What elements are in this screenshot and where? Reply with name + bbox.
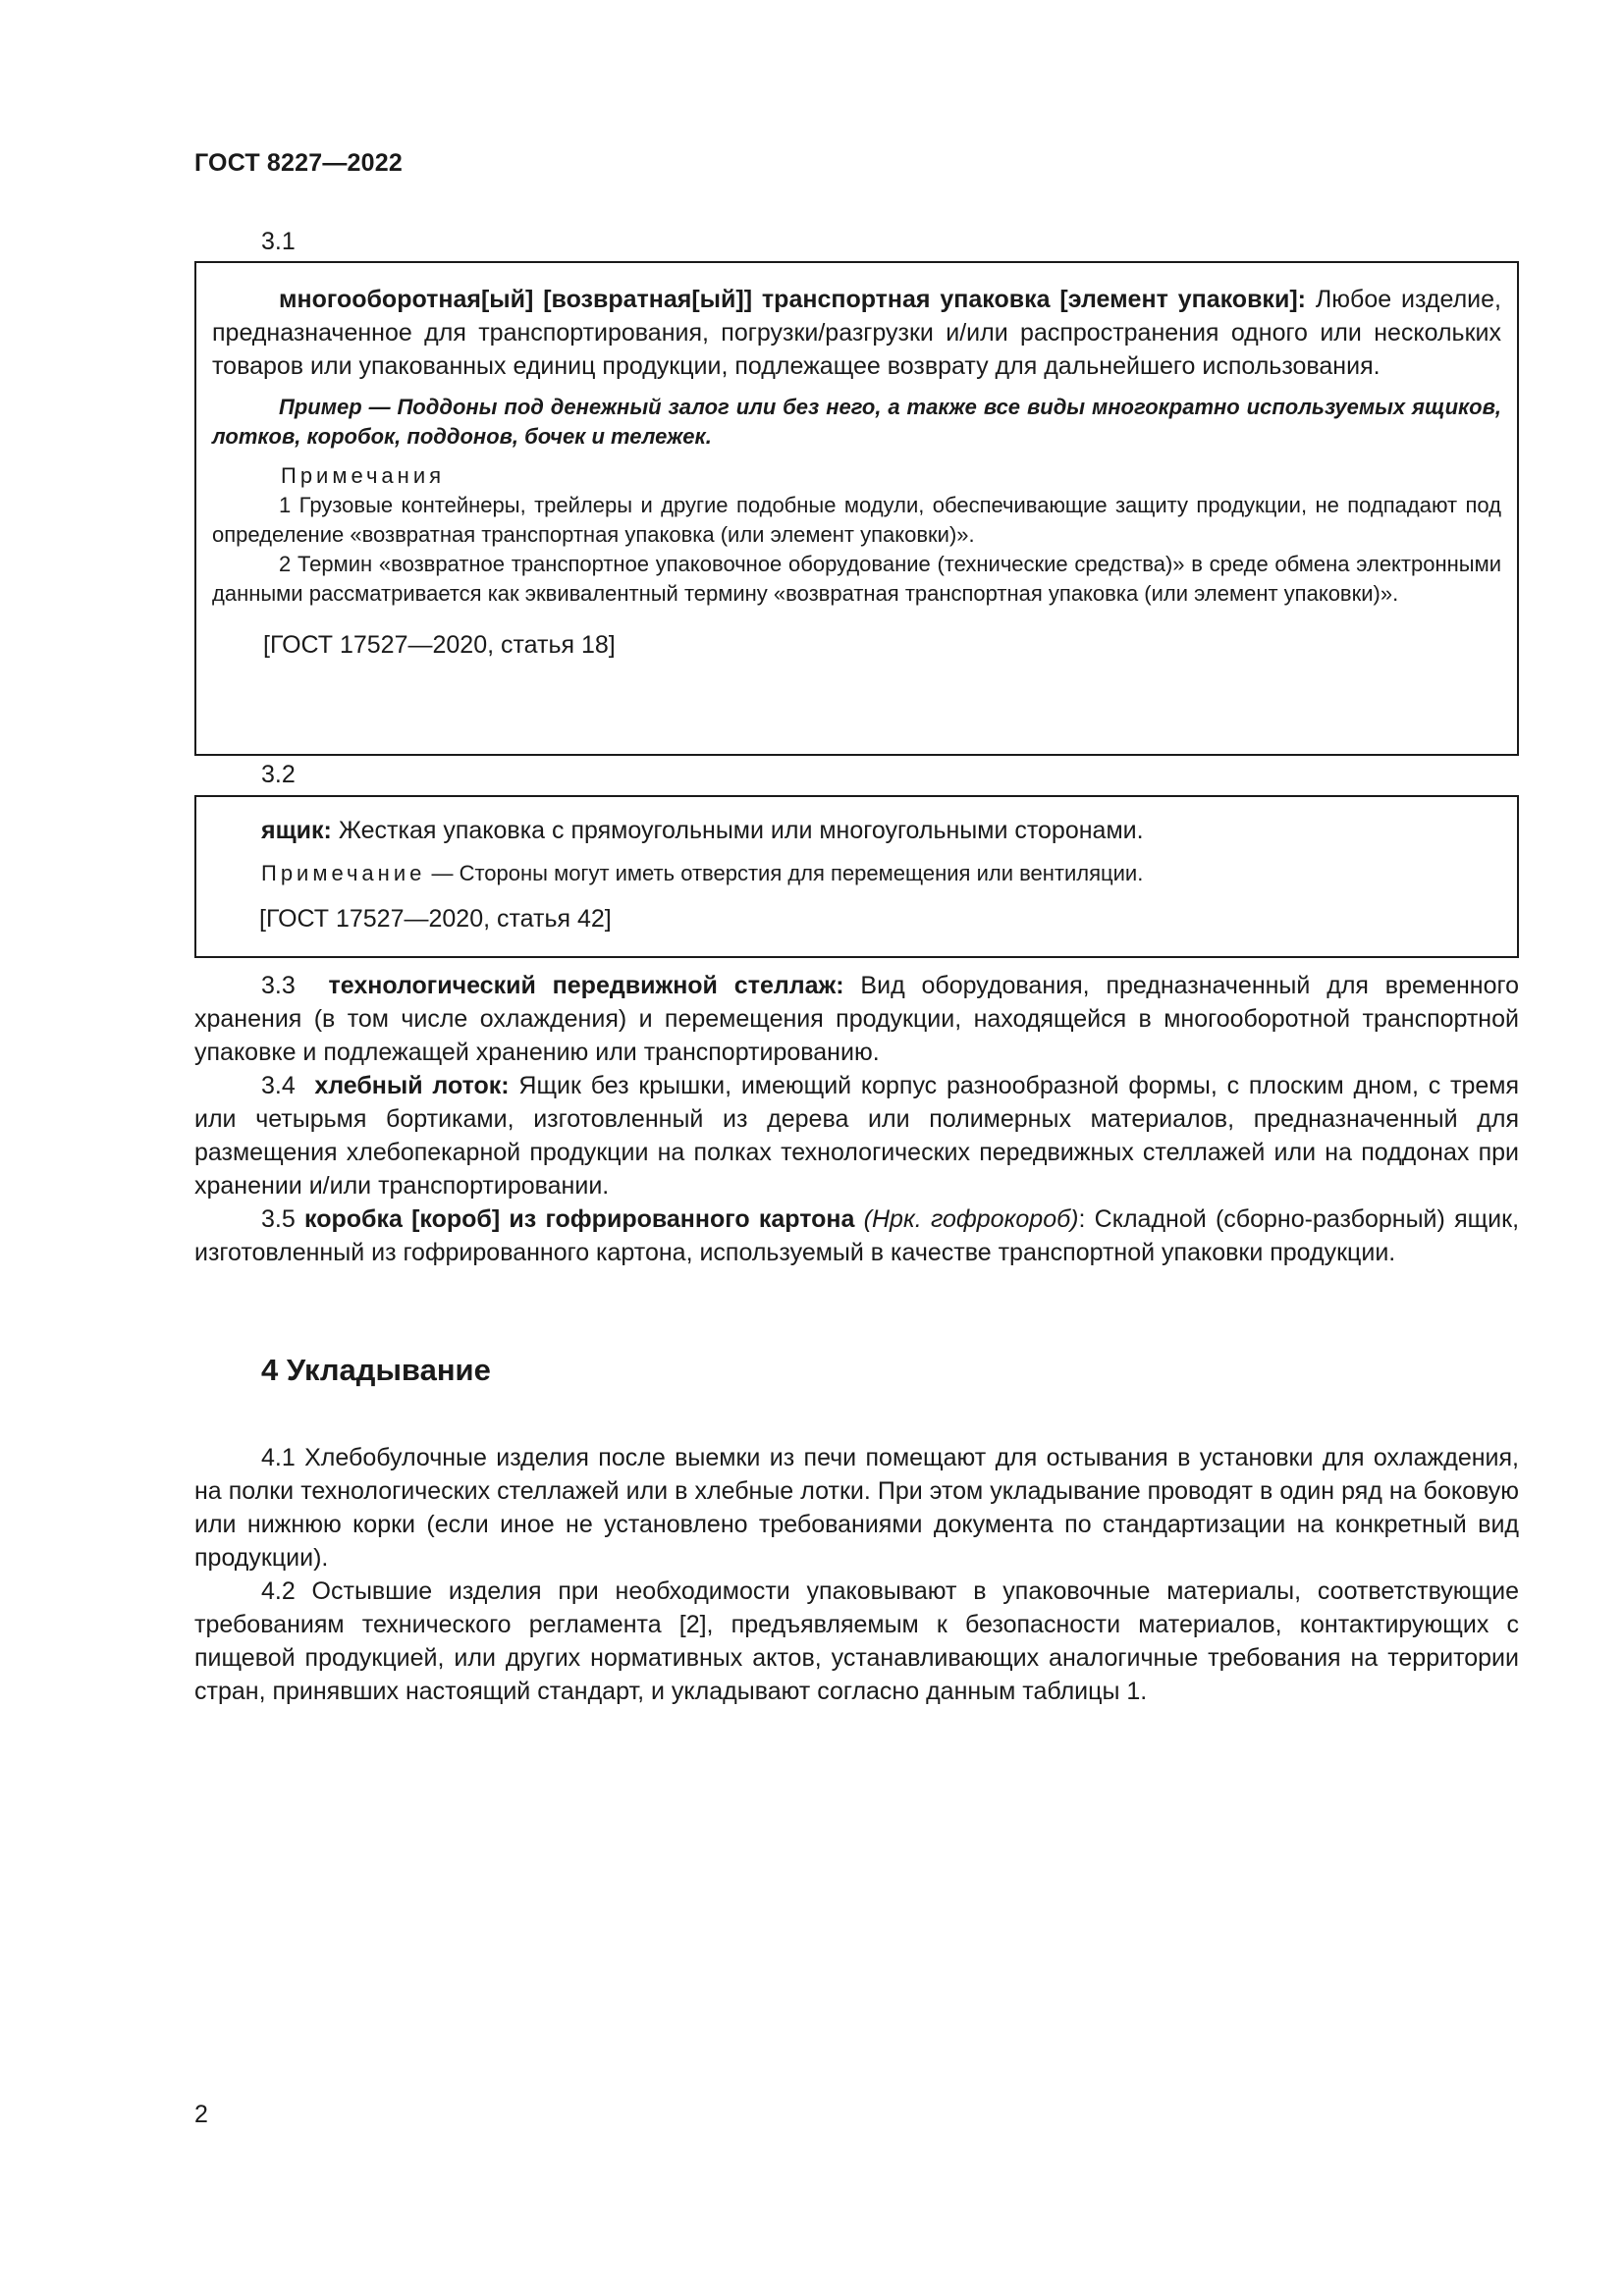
term-3-5: коробка [короб] из гофрированного картона [304,1205,855,1233]
paragraph-4-2: 4.2 Остывшие изделия при необходимости упаковывают в упаковочные материалы, соответствующие требованиям технического регламента [2], предъявляемым к безопасности материалов, контактирующих с пищевой продукцией, или других нормативных актов, устанавливающих аналогичные требования на территории стран, принявших настоящий стандарт, и укладывают согласно данным таблицы 1. [194,1577,1519,1705]
source-3-2: [ГОСТ 17527—2020, статья 42] [259,905,612,933]
term-3-2: ящик: [261,817,332,844]
term-number-3-1: 3.1 [261,228,296,255]
term-number-3-5: 3.5 [261,1205,296,1233]
term-box-3-1 [194,261,1519,756]
term-3-4-definition-text: Ящик без крышки, имеющий корпус разнообразной формы, с плоским дном, с тремя или четырьмя бортиками, изготовленный из дерева или полимерных материалов, предназначенный для размещения хлебопекарной продукции на полках технологических передвижных стеллажей или на поддонах при хранении и/или транспортировании. [194,1072,1519,1200]
section-4-body [194,1441,1519,1708]
source-3-1: [ГОСТ 17527—2020, статья 18] [263,631,616,659]
note-label-3-2: Примечание [261,861,426,885]
term-number-3-2: 3.2 [261,761,296,788]
paragraph-4-1: 4.1 Хлебобулочные изделия после выемки из печи помещают для остывания в установки для охлаждения, на полки технологических стеллажей или в хлебные лотки. При этом укладывание проводят в один ряд на боковую или нижнюю корки (если иное не установлено требованиями документа по стандартизации на конкретный вид продукции). [194,1444,1519,1572]
term-3-2-definition-text: Жесткая упаковка с прямоугольными или многоугольными сторонами. [331,817,1144,844]
section-4-title: 4 Укладывание [261,1353,491,1387]
term-definition-3-3 [194,969,1519,1069]
note-2-3-1: 2 Термин «возвратное транспортное упаковочное оборудование (технические средства)» в среде обмена электронными данными рассматривается как эквивалентный термину «возвратная транспортная упаковка (или элемент упаковки)». [212,552,1501,606]
term-3-1-definition-text: Любое изделие, предназначенное для транспортирования, погрузки/разгрузки и/или распространения одного или нескольких товаров или упакованных единиц продукции, подлежащее возврату для дальнейшего использования. [212,286,1501,380]
term-definition-3-2 [212,814,1501,847]
term-3-5-definition-text: : Складной (сборно-разборный) ящик, изготовленный из гофрированного картона, используемый в качестве транспортной упаковки продукции. [194,1205,1520,1266]
note-text-3-2: — Стороны могут иметь отверстия для перемещения или вентиляции. [425,861,1144,885]
terms-3-3-to-3-5 [194,969,1519,1269]
term-3-4: хлебный лоток: [314,1072,510,1099]
term-3-1: многооборотная[ый] [возвратная[ый]] транспортная упаковка [элемент упаковки]: [279,286,1306,313]
note-3-2 [212,859,1501,888]
page-number: 2 [194,2101,208,2128]
note-1-3-1: 1 Грузовые контейнеры, трейлеры и другие подобные модули, обеспечивающие защиту продукции, не подпадают под определение «возвратная транспортная упаковка (или элемент упаковки)». [212,493,1501,547]
document-header: ГОСТ 8227—2022 [194,149,403,177]
term-number-3-3: 3.3 [261,972,296,999]
term-number-3-4: 3.4 [261,1072,296,1099]
term-definition-3-5 [194,1202,1519,1269]
term-3-5-alt: (Нрк. гофрокороб) [863,1205,1079,1233]
term-3-3-definition-text: Вид оборудования, предназначенный для временного хранения (в том числе охлаждения) и перемещения продукции, находящейся в многооборотной транспортной упаковке и подлежащей хранению или транспортированию. [194,972,1519,1066]
term-box-3-2 [194,795,1519,958]
term-definition-3-4 [194,1069,1519,1202]
term-definition-3-1 [212,283,1501,383]
term-3-3: технологический передвижной стеллаж: [328,972,844,999]
notes-label-3-1: Примечания [281,463,446,488]
term-example-3-1: Пример — Поддоны под денежный залог или без него, а также все виды многократно используемых ящиков, лотков, коробок, поддонов, бочек и тележек. [212,395,1501,449]
